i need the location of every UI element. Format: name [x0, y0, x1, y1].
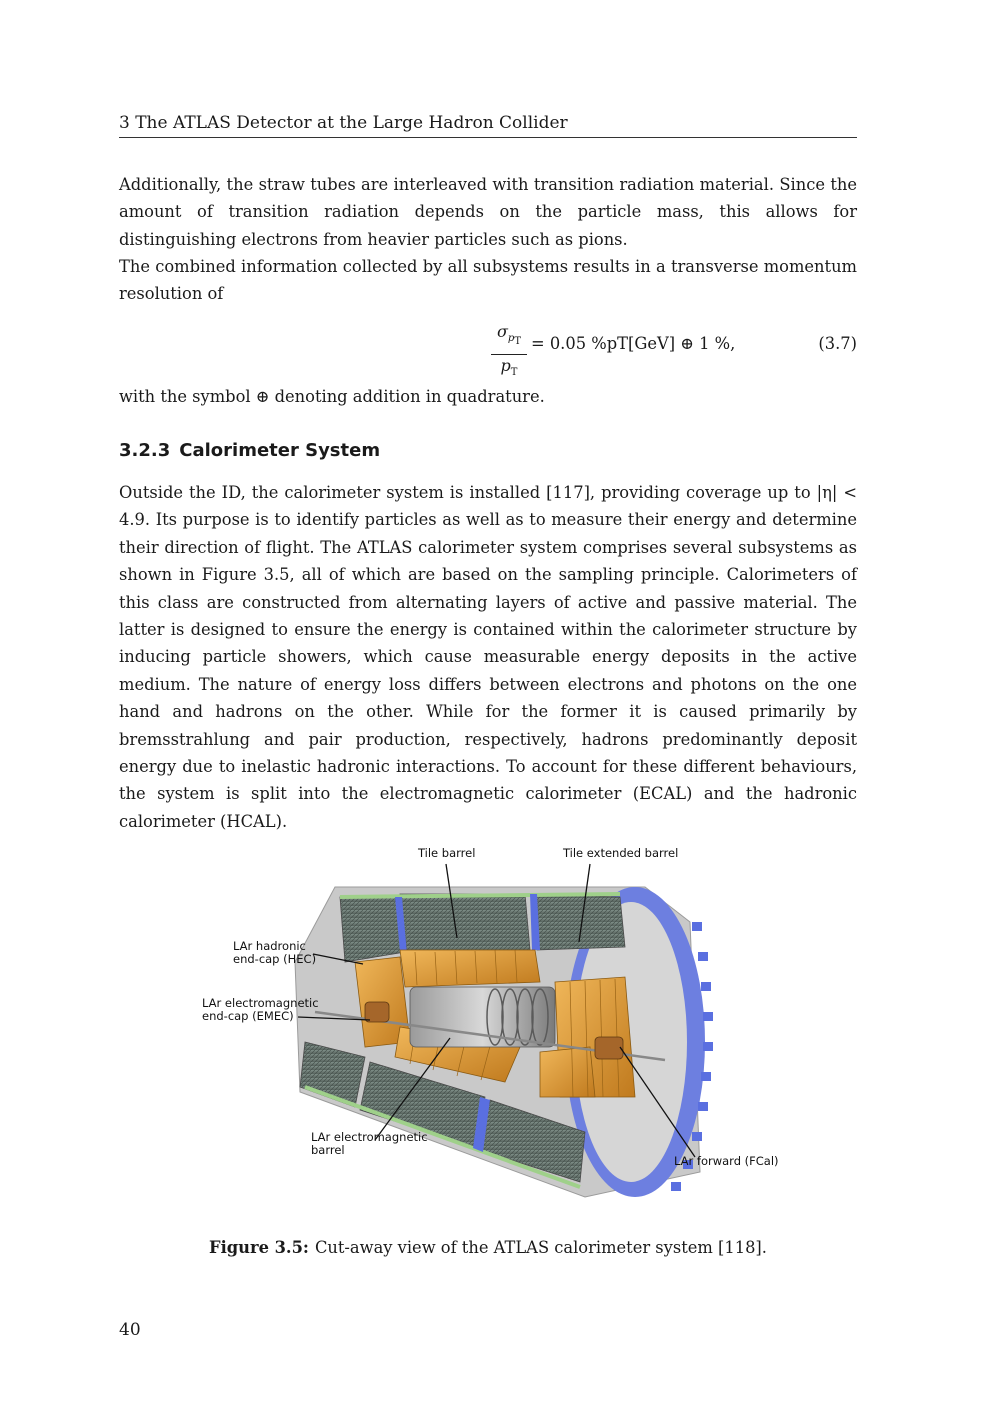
section-title: Calorimeter System	[179, 440, 381, 461]
equation-denominator: $p_T$	[500, 356, 518, 379]
equation-fraction	[491, 322, 527, 383]
equation-number: (3.7)	[818, 334, 857, 353]
paragraph-calorimeter: Outside the ID, the calorimeter system is installed [117], providing coverage up to |η| < 4.9. Its purpose is to identify particles as well as to measure their energy and determine their direction of flight. The ATLAS calorimeter system comprises several subsystems as shown in Figure 3.5, all of which are based on the sampling principle. Calorimeters of this class are constructed from alternating layers of active and passive material. The latter is designed to ensure the energy is contained within the calorimeter structure by inducing particle showers, which cause measurable energy deposits in the active medium. The nature of energy loss differs between electrons and photons on the one hand and hadrons on the other. While for the former it is caused primarily by bremsstrahlung and pair production, respectively, hadrons predominantly deposit energy due to inelastic hadronic interactions. To account for these different behaviours, the system is split into the electromagnetic calorimeter (ECAL) and the hadronic calorimeter (HCAL).	[119, 483, 857, 831]
equation-3-7	[119, 322, 857, 379]
section-heading	[119, 440, 380, 461]
paragraph-transition-radiation: Additionally, the straw tubes are interleaved with transition radiation material. Since the amount of transition radiation depends on the particle mass, this allows for distinguishing electrons from heavier particles such as pions.	[119, 175, 857, 249]
label-tile-barrel: Tile barrel	[418, 846, 476, 860]
label-tile-extended-barrel: Tile extended barrel	[563, 846, 679, 860]
label-lar-hec: LAr hadronic end-cap (HEC)	[233, 939, 317, 966]
section-number: 3.2.3	[119, 440, 171, 461]
equation-numerator: $\sigma_{p_T}$	[491, 322, 527, 355]
label-lar-fcal: LAr forward (FCal)	[674, 1154, 779, 1168]
label-lar-emec: LAr electromagnetic end-cap (EMEC)	[202, 996, 319, 1023]
calorimeter-figure	[195, 842, 785, 1212]
equation-rhs: = 0.05 %pT[GeV] ⊕ 1 %,	[531, 334, 736, 353]
label-lar-em-barrel: LAr electromagnetic barrel	[311, 1130, 428, 1157]
figure-caption	[119, 1238, 857, 1257]
caption-text: Cut-away view of the ATLAS calorimeter system [118].	[314, 1238, 767, 1257]
caption-label: Figure 3.5:	[209, 1238, 309, 1257]
running-header: 3 The ATLAS Detector at the Large Hadron Collider	[119, 113, 857, 138]
page-number: 40	[119, 1320, 141, 1340]
paragraph-quadrature: with the symbol ⊕ denoting addition in quadrature.	[119, 387, 545, 406]
paragraph-momentum-resolution: The combined information collected by all subsystems results in a transverse momentum resolution of	[119, 257, 857, 304]
